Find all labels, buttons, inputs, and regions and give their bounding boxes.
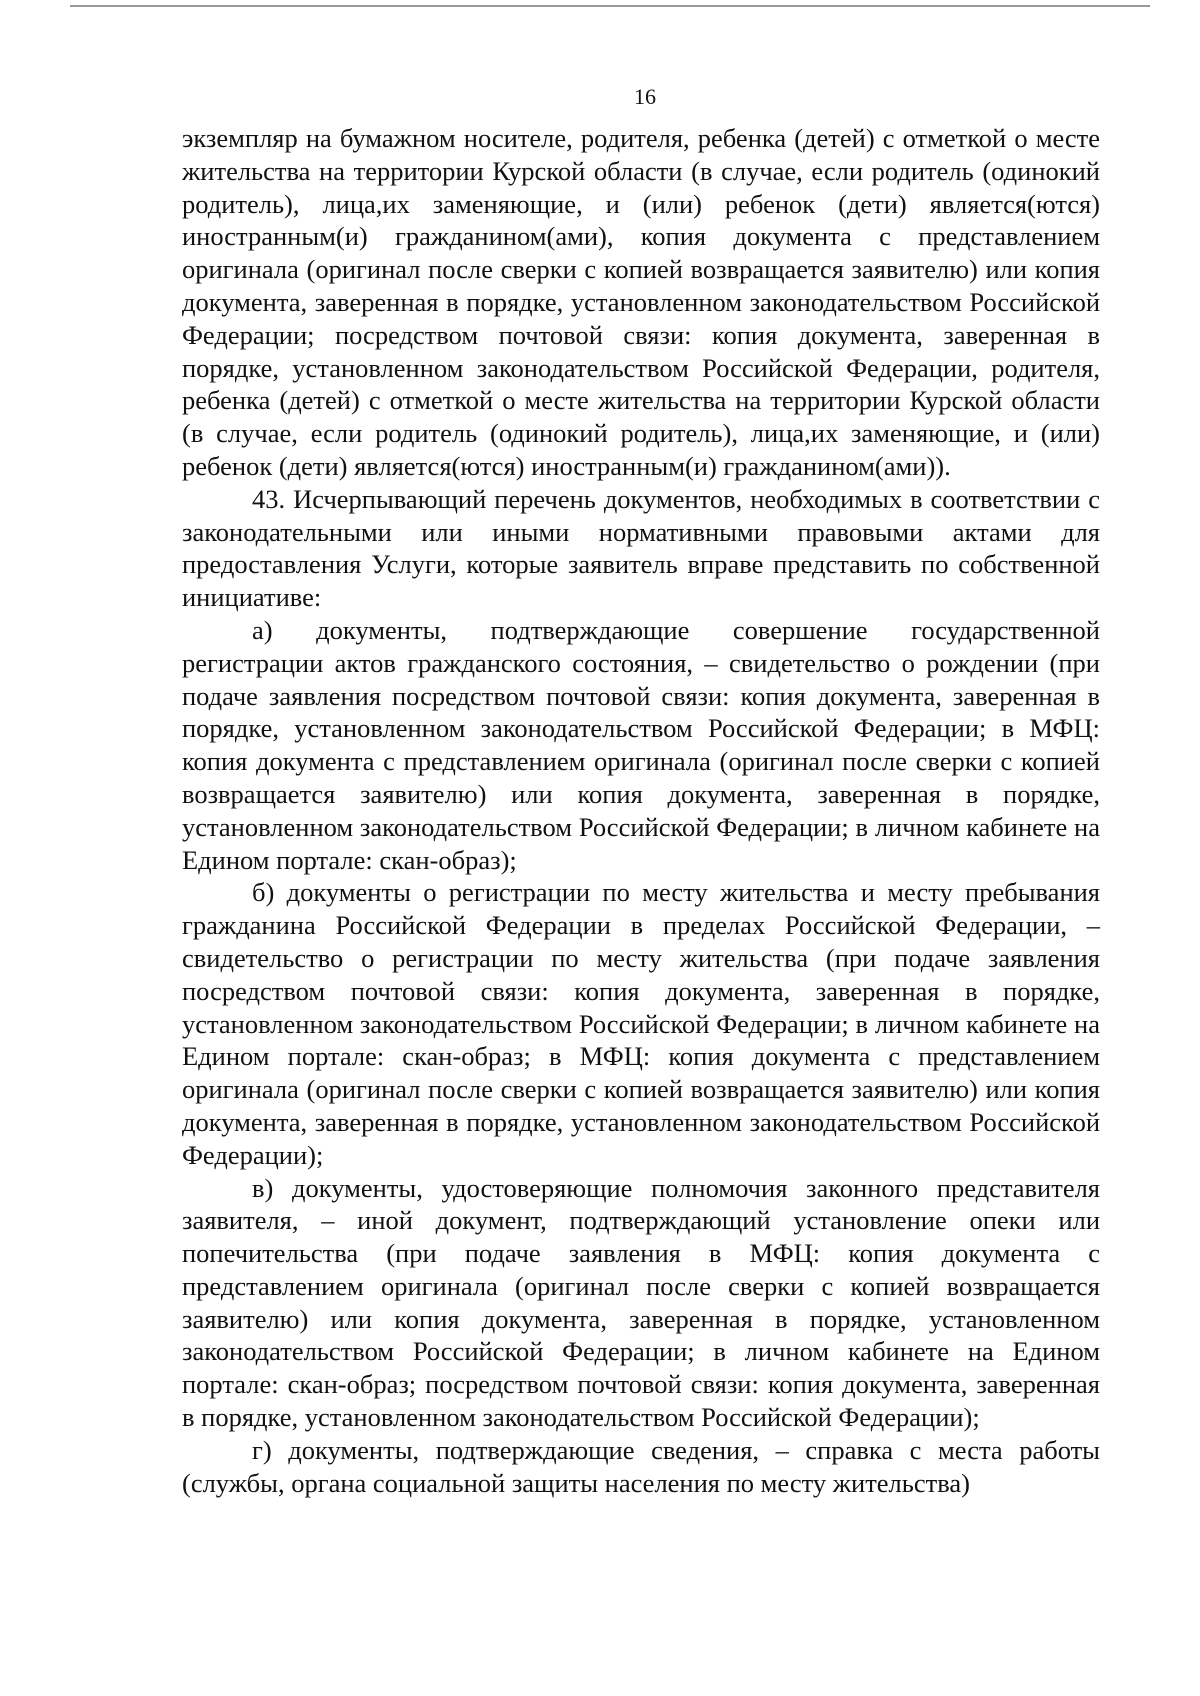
paragraph-item-g: г) документы, подтверждающие сведения, – справка с места работы (службы, органа социальной защиты населения по месту жительства) <box>182 1434 1100 1498</box>
paragraph-item-b: б) документы о регистрации по месту жительства и месту пребывания гражданина Российской Федерации в пределах Российской Федерации, – свидетельство о регистрации по месту жительства (при подаче заявления посредством почтовой связи: копия документа, заверенная в порядке, установленном законодательством Российской Федерации; в личном кабинете на Едином портале: скан-образ; в МФЦ: копия документа с представлением оригинала (оригинал после сверки с копией возвращается заявителю) или копия документа, заверенная в порядке, установленном законодательством Российской Федерации); <box>182 877 1100 1170</box>
page-number: 16 <box>634 84 656 109</box>
document-body <box>182 122 1100 1499</box>
paragraph-item-43: 43. Исчерпывающий перечень документов, необходимых в соответствии с законодательными или иными нормативными правовыми актами для предоставления Услуги, которые заявитель вправе представить по собственной инициативе: <box>182 483 1100 613</box>
paragraph-item-v: в) документы, удостоверяющие полномочия законного представителя заявителя, – иной документ, подтверждающий установление опеки или попечительства (при подаче заявления в МФЦ: копия документа с представлением оригинала (оригинал после сверки с копией возвращается заявителю) или копия документа, заверенная в порядке, установленном законодательством Российской Федерации; в личном кабинете на Едином портале: скан-образ; посредством почтовой связи: копия документа, заверенная в порядке, установленном законодательством Российской Федерации); <box>182 1172 1100 1433</box>
scan-top-edge-line <box>70 5 1150 7</box>
paragraph-continuation: экземпляр на бумажном носителе, родителя, ребенка (детей) с отметкой о месте жительства на территории Курской области (в случае, если родитель (одинокий родитель), лица,их заменяющие, и (или) ребенок (дети) является(ются) иностранным(и) гражданином(ами), копия документа с представлением оригинала (оригинал после сверки с копией возвращается заявителю) или копия документа, заверенная в порядке, установленном законодательством Российской Федерации; посредством почтовой связи: копия документа, заверенная в порядке, установленном законодательством Российской Федерации, родителя, ребенка (детей) с отметкой о месте жительства на территории Курской области (в случае, если родитель (одинокий родитель), лица,их заменяющие, и (или) ребенок (дети) является(ются) иностранным(и) гражданином(ами)). <box>182 123 1100 481</box>
paragraph-item-a: а) документы, подтверждающие совершение государственной регистрации актов гражданского состояния, – свидетельство о рождении (при подаче заявления посредством почтовой связи: копия документа, заверенная в порядке, установленном законодательством Российской Федерации; в МФЦ: копия документа с представлением оригинала (оригинал после сверки с копией возвращается заявителю) или копия документа, заверенная в порядке, установленном законодательством Российской Федерации; в личном кабинете на Едином портале: скан-образ); <box>182 614 1100 875</box>
